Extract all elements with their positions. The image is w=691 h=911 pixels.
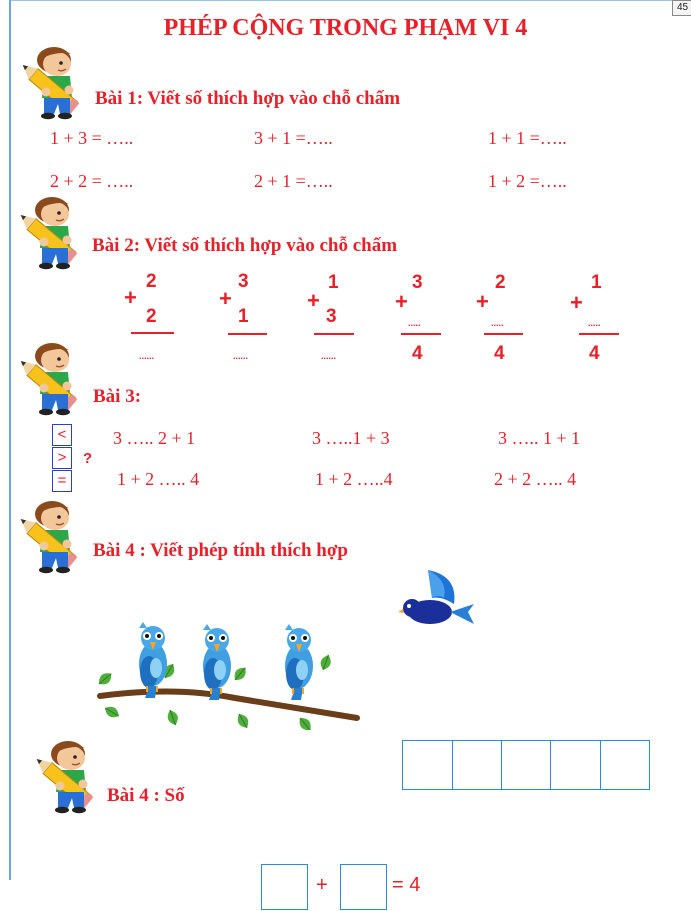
sum-line [131,332,174,334]
plus-sign: + [570,290,583,315]
sum-line [228,333,267,335]
addend-box[interactable] [261,864,308,910]
question-mark: ? [83,450,93,467]
vertical-bottom: 1 [238,306,249,327]
bai1-item: 2 + 2 = ….. [50,171,134,191]
vertical-result: 4 [412,343,423,364]
vertical-result: ...... [233,351,249,361]
bai3-heading: Bài 3: [93,386,142,407]
vertical-result: ...... [321,351,337,361]
bai2-heading: Bài 2: Viết số thích hợp vào chỗ chấm [92,235,398,256]
vertical-bottom: ..... [491,318,504,328]
bai4b-heading: Bài 4 : Số [107,785,185,806]
answer-box[interactable] [600,740,650,790]
compare-item: 1 + 2 …..4 [315,469,393,489]
bai1-item: 3 + 1 =….. [254,128,333,148]
equals-sign: = [52,470,72,492]
vertical-top: 3 [238,271,249,292]
bai4a-heading: Bài 4 : Viết phép tính thích hợp [93,540,348,561]
vertical-top: 3 [412,272,423,293]
plus-sign: + [307,288,320,313]
greater-than-sign: > [52,447,72,469]
page-number: 45 [672,0,691,16]
compare-item: 3 …..1 + 3 [312,428,390,448]
boy-pencil-icon [12,494,92,576]
sum-line [579,333,619,335]
boy-pencil-icon [28,734,108,816]
bai1-heading: Bài 1: Viết số thích hợp vào chỗ chấm [95,88,401,109]
vertical-bottom: ..... [408,318,421,328]
bai1-item: 1 + 3 = ….. [50,128,134,148]
compare-item: 3 ….. 1 + 1 [498,428,581,448]
left-border [9,0,11,880]
plus-sign: + [476,289,489,314]
answer-box[interactable] [402,740,453,790]
flying-bird-icon [398,568,478,636]
sum-line [314,333,354,335]
bai1-item: 2 + 1 =….. [254,171,333,191]
plus-sign: + [219,286,232,311]
bai1-item: 1 + 1 =….. [488,128,567,148]
vertical-result: 4 [589,343,600,364]
compare-item: 3 ….. 2 + 1 [113,428,196,448]
vertical-bottom: 3 [326,306,337,327]
plus-sign: + [316,874,328,896]
top-border [9,0,691,1]
sum-line [401,333,441,335]
compare-item: 2 + 2 ….. 4 [494,469,577,489]
sum-line [484,333,523,335]
bai1-item: 1 + 2 =….. [488,171,567,191]
vertical-top: 2 [146,271,157,292]
plus-sign: + [124,285,137,310]
parrots-on-branch-icon [95,618,360,730]
vertical-result: ...... [139,351,155,361]
answer-box[interactable] [452,740,502,790]
vertical-bottom: ..... [588,318,601,328]
answer-box[interactable] [550,740,601,790]
less-than-sign: < [52,424,72,446]
equals-four: = 4 [392,874,421,896]
page-title: PHÉP CỘNG TRONG PHẠM VI 4 [163,15,528,41]
vertical-top: 1 [328,272,339,293]
vertical-top: 1 [591,272,602,293]
addend-box[interactable] [340,864,387,910]
boy-pencil-icon [12,336,92,418]
boy-pencil-icon [12,190,92,272]
vertical-result: 4 [494,343,505,364]
answer-box[interactable] [501,740,551,790]
vertical-top: 2 [495,272,506,293]
compare-item: 1 + 2 ….. 4 [117,469,200,489]
plus-sign: + [395,289,408,314]
vertical-bottom: 2 [146,306,157,327]
boy-pencil-icon [14,40,94,122]
